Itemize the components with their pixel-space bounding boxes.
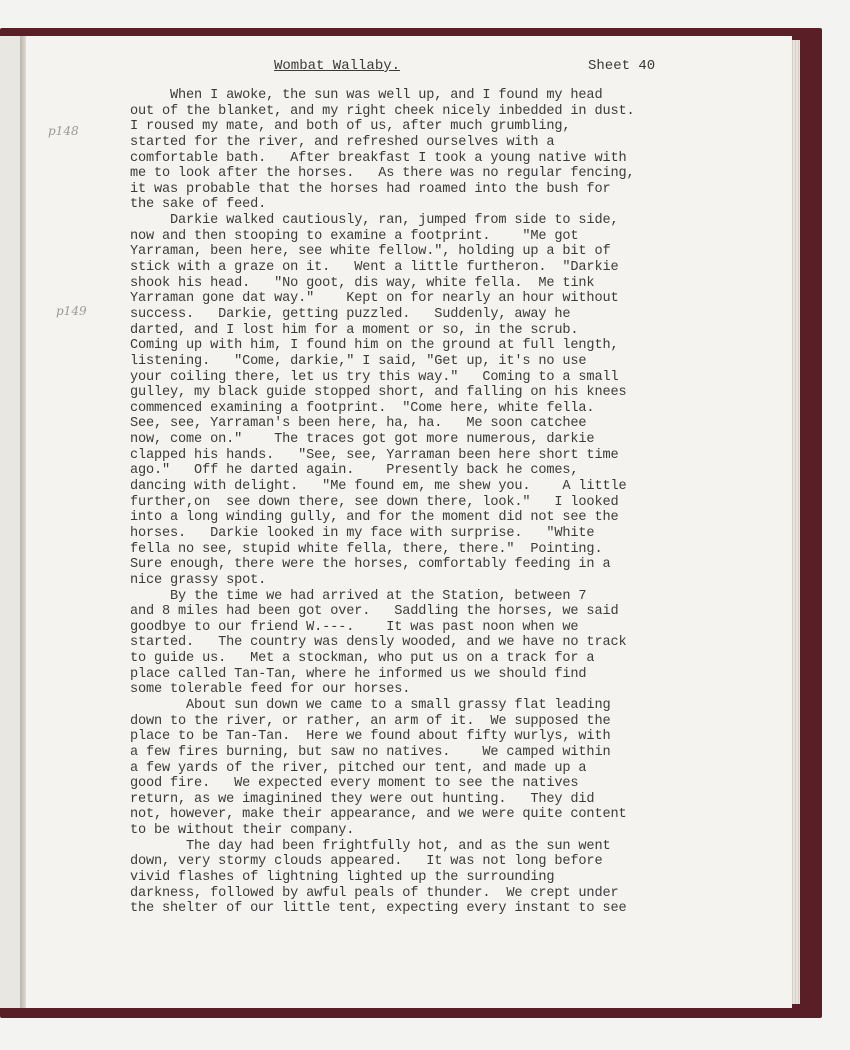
text-line: a few fires burning, but saw no natives. We camped within: [130, 744, 611, 760]
text-line: and 8 miles had been got over. Saddling the horses, we said: [130, 604, 619, 620]
text-line: good fire. We expected every moment to see the natives: [130, 776, 579, 792]
text-line: Sure enough, there were the horses, comfortably feeding in a: [130, 557, 611, 573]
text-line: the sake of feed.: [130, 197, 267, 213]
text-line: to be without their company.: [130, 823, 355, 839]
text-line: gulley, my black guide stopped short, and falling on his knees: [130, 385, 627, 401]
text-line: not, however, make their appearance, and we were quite content: [130, 807, 627, 823]
text-line: nice grassy spot.: [130, 572, 267, 588]
text-line: place called Tan-Tan, where he informed us we should find: [130, 666, 587, 682]
text-line: ago." Off he darted again. Presently back he comes,: [130, 463, 579, 479]
text-line: a few yards of the river, pitched our tent, and made up a: [130, 760, 587, 776]
text-line: The day had been frightfully hot, and as the sun went: [130, 838, 611, 854]
text-line: me to look after the horses. As there was no regular fencing,: [130, 166, 635, 182]
text-line: listening. "Come, darkie," I said, "Get up, it's no use: [130, 353, 587, 369]
text-line: Darkie walked cautiously, ran, jumped from side to side,: [130, 213, 619, 229]
text-line: the shelter of our little tent, expecting every instant to see: [130, 901, 627, 917]
page-title: Wombat Wallaby.: [274, 58, 401, 74]
typed-text-body: [130, 88, 730, 917]
text-line: By the time we had arrived at the Station, between 7: [130, 588, 587, 604]
text-line: out of the blanket, and my right cheek nicely inbedded in dust.: [130, 103, 635, 119]
text-line: some tolerable feed for our horses.: [130, 682, 411, 698]
text-line: now, come on." The traces got got more numerous, darkie: [130, 432, 595, 448]
text-line: horses. Darkie looked in my face with surprise. "White: [130, 525, 595, 541]
page-header: [0, 58, 850, 80]
text-line: place to be Tan-Tan. Here we found about fifty wurlys, with: [130, 729, 611, 745]
text-line: started for the river, and refreshed ourselves with a: [130, 134, 555, 150]
text-line: down to the river, or rather, an arm of it. We supposed the: [130, 713, 611, 729]
text-line: into a long winding gully, and for the moment did not see the: [130, 510, 619, 526]
sheet-number: Sheet 40: [588, 58, 656, 74]
text-line: goodbye to our friend W.---. It was past noon when we: [130, 619, 579, 635]
text-line: dancing with delight. "Me found em, me shew you. A little: [130, 479, 627, 495]
text-line: your coiling there, let us try this way." Coming to a small: [130, 369, 619, 385]
margin-note: p149: [56, 304, 87, 318]
text-line: When I awoke, the sun was well up, and I found my head: [130, 88, 603, 103]
text-line: Yarraman, been here, see white fellow.", holding up a bit of: [130, 244, 611, 260]
text-line: fella no see, stupid white fella, there, there." Pointing.: [130, 541, 603, 557]
text-line: success. Darkie, getting puzzled. Suddenly, away he: [130, 306, 571, 322]
text-line: commenced examining a footprint. "Come here, white fella.: [130, 400, 595, 416]
text-line: See, see, Yarraman's been here, ha, ha. Me soon catchee: [130, 416, 587, 432]
text-line: it was probable that the horses had roamed into the bush for: [130, 181, 611, 197]
text-line: stick with a graze on it. Went a little furtheron. "Darkie: [130, 260, 619, 276]
text-line: clapped his hands. "See, see, Yarraman been here short time: [130, 447, 619, 463]
text-line: Yarraman gone dat way." Kept on for nearly an hour without: [130, 291, 619, 307]
text-line: vivid flashes of lightning lighted up the surrounding: [130, 870, 555, 886]
text-line: Coming up with him, I found him on the ground at full length,: [130, 338, 619, 354]
text-line: down, very stormy clouds appeared. It was not long before: [130, 854, 603, 870]
text-line: started. The country was densly wooded, and we have no track: [130, 635, 627, 651]
margin-note: p148: [48, 124, 79, 138]
text-line: I roused my mate, and both of us, after much grumbling,: [130, 119, 571, 135]
text-line: darkness, followed by awful peals of thunder. We crept under: [130, 885, 619, 901]
text-line: return, as we imaginined they were out hunting. They did: [130, 791, 595, 807]
text-line: About sun down we came to a small grassy flat leading: [130, 697, 611, 713]
text-line: to guide us. Met a stockman, who put us on a track for a: [130, 651, 595, 667]
text-line: now and then stooping to examine a footprint. "Me got: [130, 228, 579, 244]
text-line: further,on see down there, see down there, look." I looked: [130, 494, 619, 510]
text-line: shook his head. "No goot, dis way, white fella. Me tink: [130, 275, 595, 291]
text-line: comfortable bath. After breakfast I took a young native with: [130, 150, 627, 166]
text-line: darted, and I lost him for a moment or so, in the scrub.: [130, 322, 579, 338]
